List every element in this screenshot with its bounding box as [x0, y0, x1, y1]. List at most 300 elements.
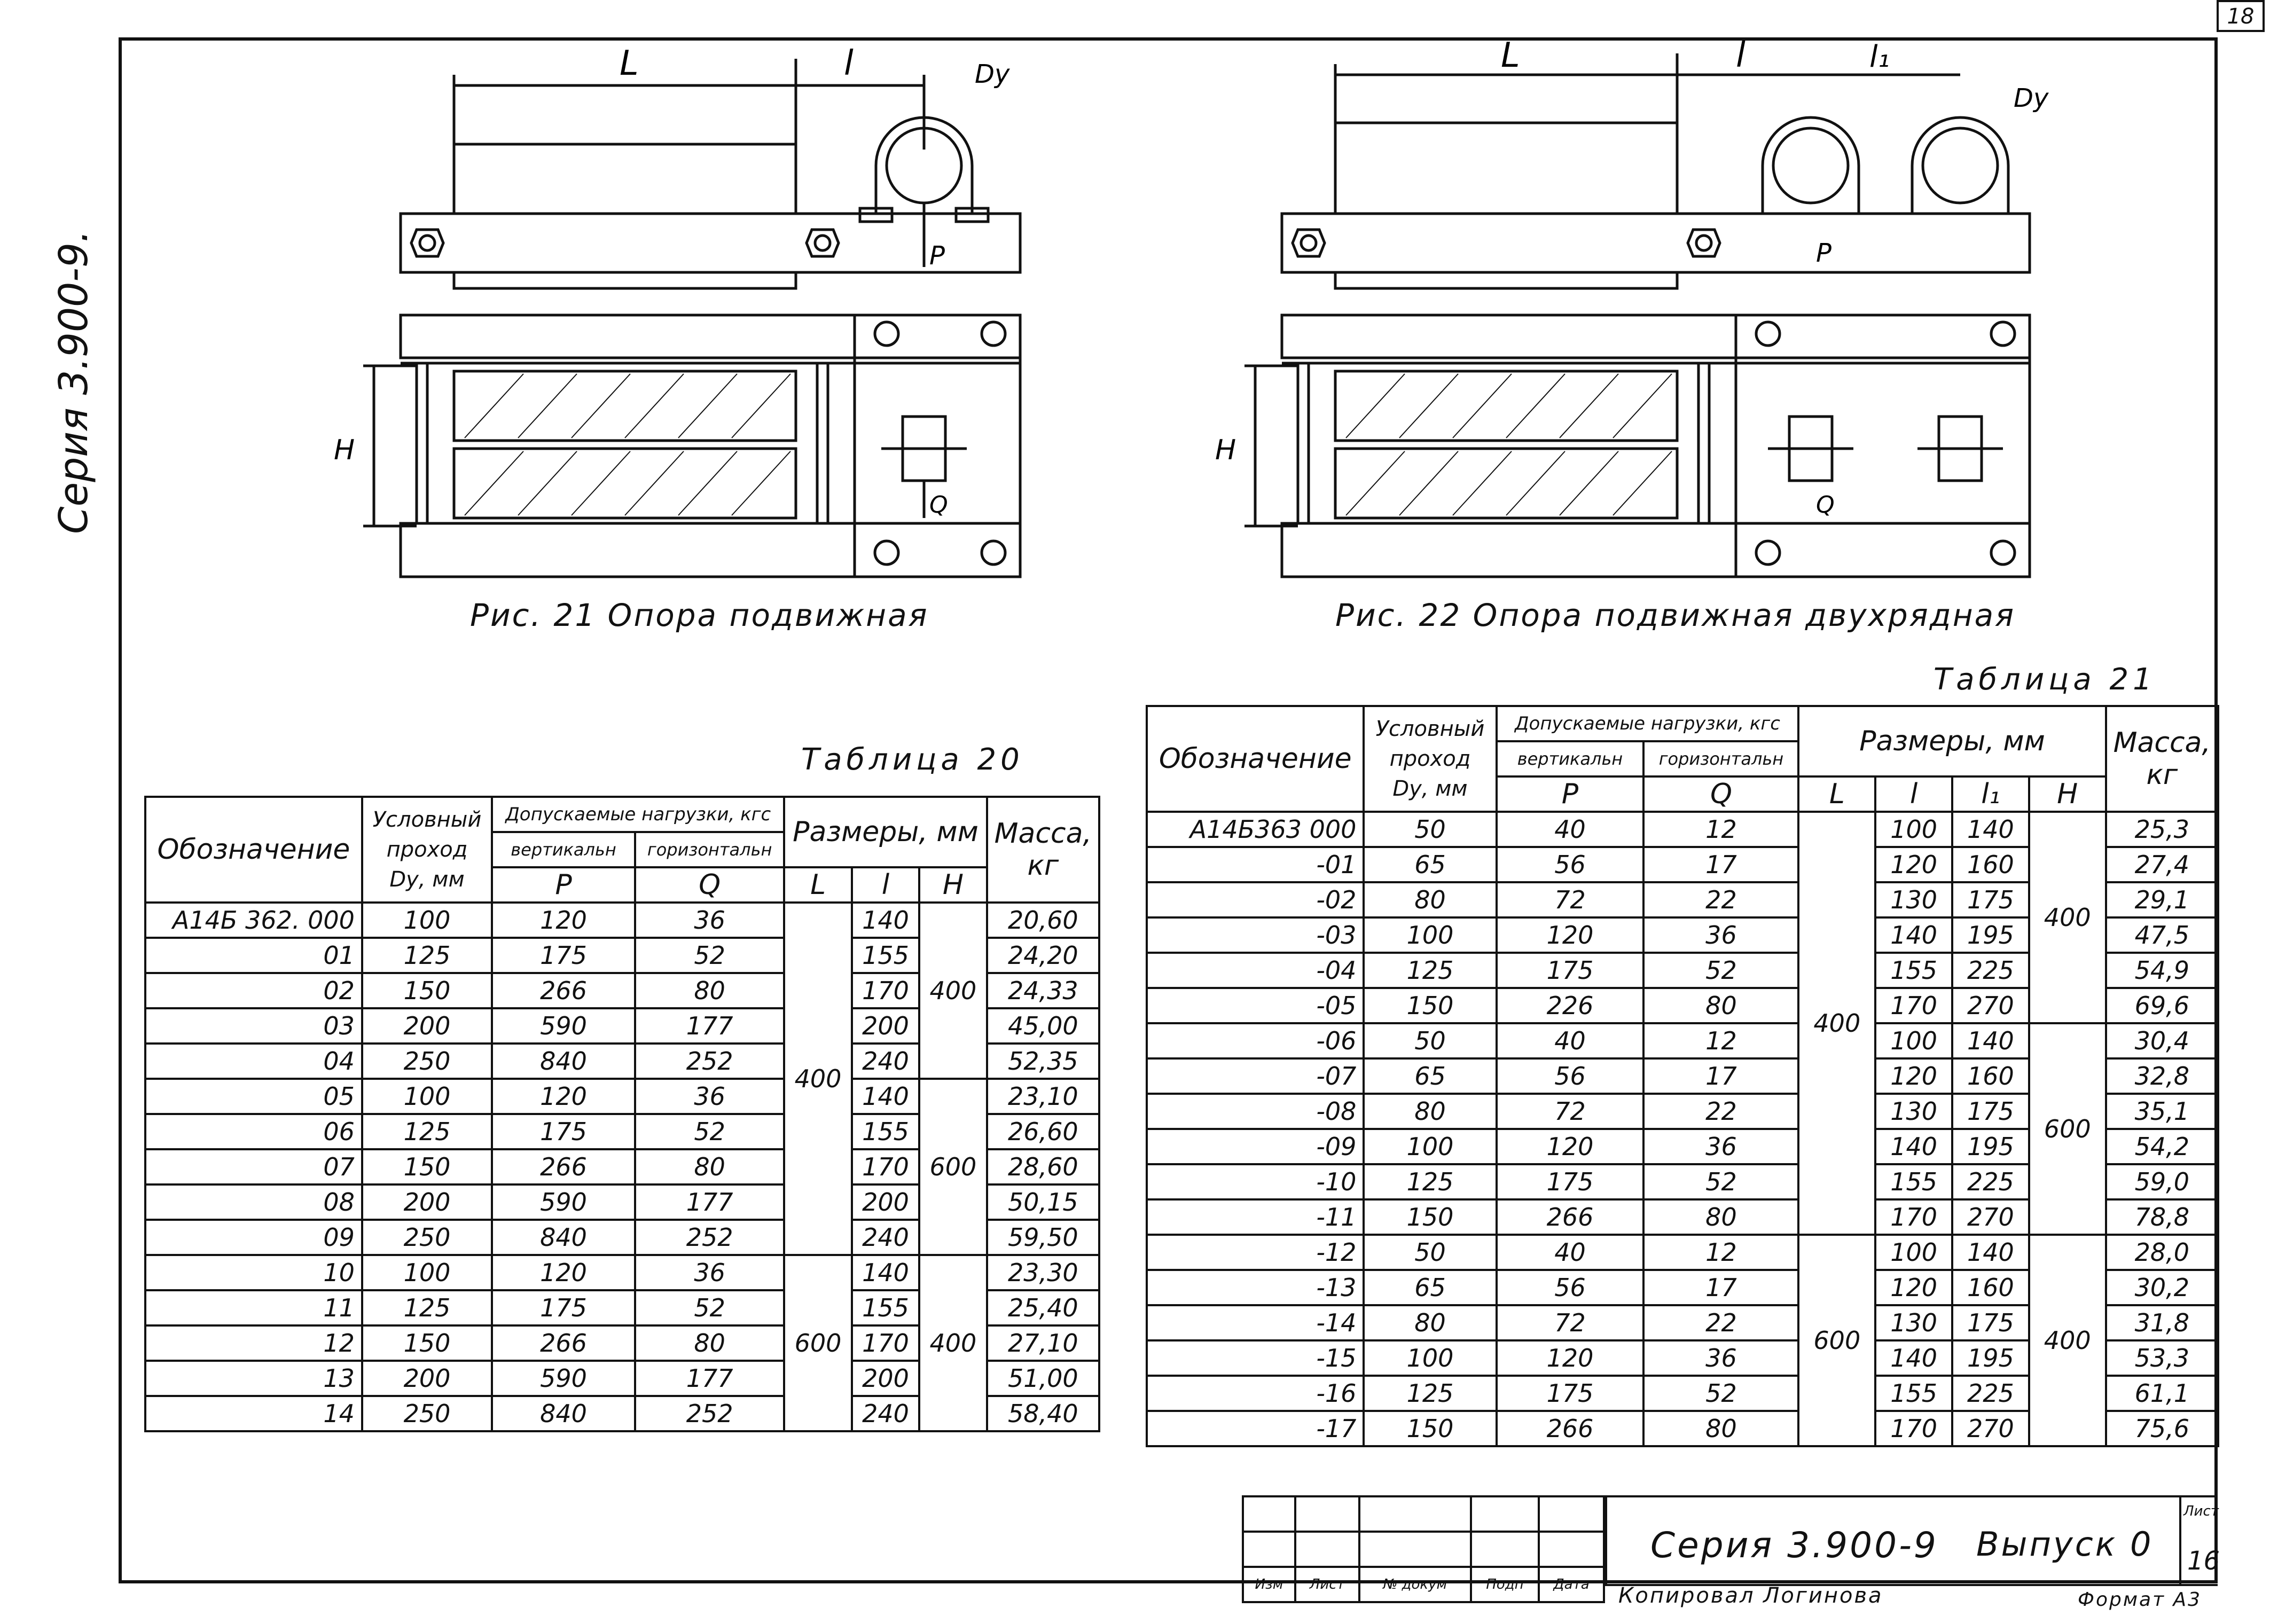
fig21-label-P: P [929, 241, 945, 271]
t20-mass: 23,30 [987, 1255, 1099, 1290]
t21-dn: 125 [1364, 1376, 1496, 1411]
t21-q: 36 [1643, 917, 1798, 953]
t20-p: 840 [492, 1396, 635, 1431]
t20-dn: 250 [362, 1220, 492, 1255]
t21-p: 56 [1497, 1270, 1644, 1305]
t21-mass: 47,5 [2106, 917, 2218, 953]
t21-q: 52 [1643, 1376, 1798, 1411]
t21-l: 170 [1875, 988, 1952, 1023]
t20-l: 140 [852, 903, 919, 938]
title-sheet-number: 16 [2187, 1546, 2220, 1576]
t21-l1: 195 [1952, 1129, 2029, 1164]
fig21-label-l: l [844, 44, 854, 83]
t21-code: -15 [1147, 1340, 1364, 1376]
fig21-label-L: L [620, 44, 639, 83]
t21-code: -04 [1147, 953, 1364, 988]
t20-h-mass-1: Масса, [994, 818, 1092, 850]
t21-p: 266 [1497, 1199, 1644, 1235]
t21-l1: 175 [1952, 882, 2029, 917]
t21-l: 100 [1875, 812, 1952, 847]
t20-dn: 150 [362, 1149, 492, 1184]
t21-l: 100 [1875, 1235, 1952, 1270]
t21-p: 120 [1497, 1340, 1644, 1376]
t20-p: 120 [492, 1255, 635, 1290]
t21-L-400: 400 [1798, 812, 1875, 1235]
t21-mass: 32,8 [2106, 1058, 2218, 1094]
t21-p: 175 [1497, 953, 1644, 988]
sheet-corner-number: 18 [2217, 0, 2265, 32]
t21-dn: 125 [1364, 1164, 1496, 1199]
t21-mass: 29,1 [2106, 882, 2218, 917]
t21-l: 130 [1875, 1094, 1952, 1129]
t20-code: 01 [145, 938, 362, 973]
t20-dn: 200 [362, 1361, 492, 1396]
t21-p: 40 [1497, 1023, 1644, 1058]
fig22-label-L: L [1501, 36, 1520, 75]
t21-l1: 225 [1952, 1164, 2029, 1199]
t21-q: 36 [1643, 1129, 1798, 1164]
title-col-list: Лист [1295, 1567, 1359, 1602]
t21-mass: 30,4 [2106, 1023, 2218, 1058]
t20-q: 36 [635, 903, 784, 938]
t20-H: 400 [919, 903, 987, 1079]
t21-code: -13 [1147, 1270, 1364, 1305]
t21-dn: 50 [1364, 1023, 1496, 1058]
t20-mass: 25,40 [987, 1290, 1099, 1325]
t21-p: 40 [1497, 1235, 1644, 1270]
t21-code: -02 [1147, 882, 1364, 917]
t21-h-designation: Обозначение [1147, 706, 1364, 812]
t21-q: 52 [1643, 953, 1798, 988]
t20-dn: 200 [362, 1184, 492, 1220]
t21-p: 40 [1497, 812, 1644, 847]
t21-l1: 195 [1952, 917, 2029, 953]
t20-l: 155 [852, 1290, 919, 1325]
t21-l: 100 [1875, 1023, 1952, 1058]
t21-l: 130 [1875, 1305, 1952, 1340]
t21-l: 170 [1875, 1199, 1952, 1235]
t21-q: 22 [1643, 1094, 1798, 1129]
t20-p: 266 [492, 1325, 635, 1361]
t21-q: 80 [1643, 1411, 1798, 1446]
t20-p: 175 [492, 1290, 635, 1325]
t21-h-L: L [1798, 776, 1875, 812]
t21-p: 175 [1497, 1164, 1644, 1199]
t20-p: 266 [492, 1149, 635, 1184]
t21-row [1147, 1023, 2218, 1058]
t21-mass: 27,4 [2106, 847, 2218, 882]
t21-h-P: P [1497, 776, 1644, 812]
t21-l1: 140 [1952, 812, 2029, 847]
t21-l: 170 [1875, 1411, 1952, 1446]
t21-code: -11 [1147, 1199, 1364, 1235]
t21-dn: 100 [1364, 917, 1496, 953]
t20-p: 120 [492, 903, 635, 938]
t20-p: 590 [492, 1008, 635, 1044]
table-20 [144, 796, 1100, 1432]
t21-H: 600 [2029, 1023, 2106, 1235]
t20-h-vert: вертикальн [492, 832, 635, 867]
t20-p: 590 [492, 1361, 635, 1396]
t20-dn: 100 [362, 1255, 492, 1290]
t21-mass: 61,1 [2106, 1376, 2218, 1411]
t20-l: 240 [852, 1220, 919, 1255]
t21-h-dims: Размеры, мм [1798, 706, 2105, 776]
t21-l1: 225 [1952, 1376, 2029, 1411]
figure-22-drawing [1215, 36, 2056, 609]
t21-p: 120 [1497, 1129, 1644, 1164]
t20-mass: 52,35 [987, 1044, 1099, 1079]
fig22-label-Q: Q [1816, 491, 1835, 519]
t21-l1: 140 [1952, 1023, 2029, 1058]
paper-format: Формат А3 [2078, 1589, 2202, 1611]
t20-mass: 51,00 [987, 1361, 1099, 1396]
t21-row [1147, 1235, 2218, 1270]
figure-21-drawing [334, 43, 1047, 609]
t20-h-dn-3: Dу, мм [389, 867, 465, 892]
t21-l1: 270 [1952, 1411, 2029, 1446]
t20-q: 52 [635, 1114, 784, 1149]
t20-h-dn-1: Условный [372, 807, 482, 832]
t21-l1: 175 [1952, 1305, 2029, 1340]
fig22-label-P: P [1816, 238, 1831, 268]
t20-mass: 24,33 [987, 973, 1099, 1008]
t20-l: 200 [852, 1361, 919, 1396]
t21-dn: 80 [1364, 1094, 1496, 1129]
t20-dn: 150 [362, 973, 492, 1008]
fig22-label-Dy: Dy [2014, 83, 2049, 113]
title-col-sign: Подп [1471, 1567, 1539, 1602]
t21-dn: 150 [1364, 988, 1496, 1023]
t21-q: 52 [1643, 1164, 1798, 1199]
t20-h-loads: Допускаемые нагрузки, кгс [492, 797, 784, 832]
t21-h-mass [2106, 706, 2218, 812]
t20-l: 200 [852, 1184, 919, 1220]
t21-code: -16 [1147, 1376, 1364, 1411]
t21-mass: 25,3 [2106, 812, 2218, 847]
t21-dn: 100 [1364, 1129, 1496, 1164]
t20-h-H: H [919, 867, 987, 903]
t21-q: 12 [1643, 1023, 1798, 1058]
t20-dn: 125 [362, 1290, 492, 1325]
title-col-date: Дата [1539, 1567, 1604, 1602]
t20-dn: 100 [362, 903, 492, 938]
t21-mass: 78,8 [2106, 1199, 2218, 1235]
t21-h-mass-1: Масса, [2113, 727, 2211, 759]
t21-code: -03 [1147, 917, 1364, 953]
t21-mass: 54,9 [2106, 953, 2218, 988]
t20-code: 13 [145, 1361, 362, 1396]
t20-mass: 59,50 [987, 1220, 1099, 1255]
t20-row [145, 1079, 1099, 1114]
t20-h-mass-2: кг [1027, 850, 1059, 882]
t20-mass: 23,10 [987, 1079, 1099, 1114]
t21-q: 12 [1643, 812, 1798, 847]
t21-p: 72 [1497, 1094, 1644, 1129]
t21-l: 140 [1875, 1340, 1952, 1376]
t21-l1: 160 [1952, 847, 2029, 882]
t20-dn: 125 [362, 938, 492, 973]
t21-l1: 195 [1952, 1340, 2029, 1376]
t20-mass: 24,20 [987, 938, 1099, 973]
t20-code: 05 [145, 1079, 362, 1114]
t20-p: 175 [492, 1114, 635, 1149]
t21-mass: 30,2 [2106, 1270, 2218, 1305]
t21-code: -01 [1147, 847, 1364, 882]
t21-h-dn-3: Dу, мм [1392, 776, 1468, 801]
t20-p: 840 [492, 1044, 635, 1079]
t20-mass: 27,10 [987, 1325, 1099, 1361]
t21-dn: 150 [1364, 1411, 1496, 1446]
t21-mass: 31,8 [2106, 1305, 2218, 1340]
t20-code: 08 [145, 1184, 362, 1220]
t20-code: 10 [145, 1255, 362, 1290]
t21-l: 130 [1875, 882, 1952, 917]
t21-h-loads: Допускаемые нагрузки, кгс [1497, 706, 1799, 741]
fig21-label-H: H [334, 434, 355, 466]
t20-h-mass [987, 797, 1099, 903]
fig21-label-Q: Q [929, 491, 948, 519]
t21-q: 17 [1643, 847, 1798, 882]
t20-code: 03 [145, 1008, 362, 1044]
t20-l: 155 [852, 938, 919, 973]
t21-l1: 160 [1952, 1270, 2029, 1305]
t21-mass: 28,0 [2106, 1235, 2218, 1270]
t20-q: 36 [635, 1079, 784, 1114]
table-21 [1146, 705, 2219, 1447]
fig22-label-l: l [1736, 36, 1745, 75]
t21-H: 400 [2029, 812, 2106, 1023]
figure-21-caption: Рис. 21 Опора подвижная [470, 597, 929, 633]
t21-mass: 69,6 [2106, 988, 2218, 1023]
t21-h-dn-1: Условный [1375, 717, 1485, 741]
t21-code: -12 [1147, 1235, 1364, 1270]
t21-p: 226 [1497, 988, 1644, 1023]
t20-code: 02 [145, 973, 362, 1008]
t20-h-Q: Q [635, 867, 784, 903]
t20-p: 590 [492, 1184, 635, 1220]
t20-q: 177 [635, 1361, 784, 1396]
t21-l: 120 [1875, 1270, 1952, 1305]
t21-q: 36 [1643, 1340, 1798, 1376]
t21-l: 155 [1875, 1376, 1952, 1411]
t21-dn: 150 [1364, 1199, 1496, 1235]
t20-q: 36 [635, 1255, 784, 1290]
t21-p: 72 [1497, 882, 1644, 917]
t21-l: 155 [1875, 953, 1952, 988]
t20-L-600: 600 [784, 1255, 851, 1431]
t20-h-P: P [492, 867, 635, 903]
t20-code: 06 [145, 1114, 362, 1149]
t20-dn: 250 [362, 1044, 492, 1079]
t20-q: 252 [635, 1220, 784, 1255]
t20-q: 80 [635, 1149, 784, 1184]
t21-l: 140 [1875, 1129, 1952, 1164]
title-sheet-label: Лист [2183, 1503, 2219, 1519]
t20-l: 170 [852, 1149, 919, 1184]
t21-q: 80 [1643, 988, 1798, 1023]
title-col-izm: Изм [1243, 1567, 1295, 1602]
title-issue: Выпуск 0 [1976, 1525, 2154, 1564]
t20-code: 12 [145, 1325, 362, 1361]
t21-dn: 65 [1364, 1058, 1496, 1094]
t21-row [1147, 812, 2218, 847]
t21-h-vert: вертикальн [1497, 741, 1644, 776]
t20-p: 175 [492, 938, 635, 973]
t20-H: 600 [919, 1079, 987, 1255]
t20-h-designation: Обозначение [145, 797, 362, 903]
t21-dn: 50 [1364, 1235, 1496, 1270]
t20-q: 80 [635, 1325, 784, 1361]
t21-l1: 270 [1952, 988, 2029, 1023]
copied-by: Копировал Логинова [1618, 1583, 1883, 1608]
t20-q: 252 [635, 1396, 784, 1431]
t20-dn: 125 [362, 1114, 492, 1149]
t21-code: -07 [1147, 1058, 1364, 1094]
t21-h-l1: l₁ [1952, 776, 2029, 812]
t21-code: А14Б363 000 [1147, 812, 1364, 847]
t20-row [145, 1255, 1099, 1290]
t20-h-l: l [852, 867, 919, 903]
t21-dn: 50 [1364, 812, 1496, 847]
t20-q: 252 [635, 1044, 784, 1079]
t20-l: 140 [852, 1255, 919, 1290]
t21-h-dn [1364, 706, 1496, 812]
t20-code: 09 [145, 1220, 362, 1255]
t20-mass: 58,40 [987, 1396, 1099, 1431]
t21-l: 155 [1875, 1164, 1952, 1199]
t21-dn: 65 [1364, 847, 1496, 882]
t20-q: 52 [635, 938, 784, 973]
table-21-title: Таблица 21 [1934, 662, 2156, 697]
t20-p: 120 [492, 1079, 635, 1114]
t20-dn: 100 [362, 1079, 492, 1114]
t20-dn: 200 [362, 1008, 492, 1044]
t20-code: 11 [145, 1290, 362, 1325]
t20-h-L: L [784, 867, 851, 903]
t21-code: -05 [1147, 988, 1364, 1023]
t21-q: 12 [1643, 1235, 1798, 1270]
t21-mass: 53,3 [2106, 1340, 2218, 1376]
t21-q: 17 [1643, 1058, 1798, 1094]
figure-22-caption: Рис. 22 Опора подвижная двухрядная [1335, 597, 2016, 633]
t21-h-mass-2: кг [2146, 759, 2178, 791]
fig21-label-Dy: Dy [975, 59, 1010, 89]
fig22-label-H: H [1215, 434, 1236, 466]
t20-l: 170 [852, 1325, 919, 1361]
side-series-label: Серия 3.900-9. [51, 230, 97, 534]
t21-h-dn-2: проход [1389, 747, 1471, 771]
t20-row [145, 903, 1099, 938]
t21-dn: 125 [1364, 953, 1496, 988]
t21-mass: 35,1 [2106, 1094, 2218, 1129]
t21-code: -14 [1147, 1305, 1364, 1340]
t20-code: 14 [145, 1396, 362, 1431]
t21-l1: 225 [1952, 953, 2029, 988]
t21-q: 80 [1643, 1199, 1798, 1235]
t21-mass: 54,2 [2106, 1129, 2218, 1164]
t21-l: 120 [1875, 1058, 1952, 1094]
t21-dn: 65 [1364, 1270, 1496, 1305]
t20-l: 155 [852, 1114, 919, 1149]
t20-l: 240 [852, 1044, 919, 1079]
t20-dn: 150 [362, 1325, 492, 1361]
t21-q: 22 [1643, 1305, 1798, 1340]
t20-l: 240 [852, 1396, 919, 1431]
t21-p: 120 [1497, 917, 1644, 953]
t20-code: 07 [145, 1149, 362, 1184]
title-block-grid [1242, 1495, 1605, 1603]
t20-h-dn-2: проход [386, 837, 468, 862]
t20-mass: 20,60 [987, 903, 1099, 938]
t20-l: 170 [852, 973, 919, 1008]
t20-h-dims: Размеры, мм [784, 797, 987, 867]
t20-H: 400 [919, 1255, 987, 1431]
t21-h-H: H [2029, 776, 2106, 812]
t21-q: 17 [1643, 1270, 1798, 1305]
t21-code: -17 [1147, 1411, 1364, 1446]
t21-h-horiz: горизонтальн [1643, 741, 1798, 776]
t20-code: А14Б 362. 000 [145, 903, 362, 938]
t20-L-400: 400 [784, 903, 851, 1255]
t20-p: 840 [492, 1220, 635, 1255]
t21-l1: 160 [1952, 1058, 2029, 1094]
t21-mass: 59,0 [2106, 1164, 2218, 1199]
t20-mass: 45,00 [987, 1008, 1099, 1044]
t21-p: 175 [1497, 1376, 1644, 1411]
t21-p: 56 [1497, 847, 1644, 882]
title-col-doc: № докум [1359, 1567, 1471, 1602]
t21-p: 72 [1497, 1305, 1644, 1340]
fig22-label-l1: l₁ [1869, 40, 1890, 74]
t20-q: 177 [635, 1008, 784, 1044]
t20-q: 80 [635, 973, 784, 1008]
t20-mass: 50,15 [987, 1184, 1099, 1220]
t21-p: 56 [1497, 1058, 1644, 1094]
t21-dn: 80 [1364, 1305, 1496, 1340]
t21-code: -09 [1147, 1129, 1364, 1164]
table-20-title: Таблица 20 [801, 742, 1024, 777]
t20-l: 200 [852, 1008, 919, 1044]
t21-mass: 75,6 [2106, 1411, 2218, 1446]
t21-l1: 140 [1952, 1235, 2029, 1270]
t21-dn: 80 [1364, 882, 1496, 917]
t21-code: -06 [1147, 1023, 1364, 1058]
t21-h-Q: Q [1643, 776, 1798, 812]
t21-q: 22 [1643, 882, 1798, 917]
t21-code: -08 [1147, 1094, 1364, 1129]
t21-l1: 270 [1952, 1199, 2029, 1235]
t20-h-horiz: горизонтальн [635, 832, 784, 867]
t21-p: 266 [1497, 1411, 1644, 1446]
t20-q: 52 [635, 1290, 784, 1325]
t20-l: 140 [852, 1079, 919, 1114]
t21-l: 140 [1875, 917, 1952, 953]
t21-l1: 175 [1952, 1094, 2029, 1129]
t21-l: 120 [1875, 847, 1952, 882]
t20-code: 04 [145, 1044, 362, 1079]
t21-dn: 100 [1364, 1340, 1496, 1376]
t20-mass: 26,60 [987, 1114, 1099, 1149]
t20-q: 177 [635, 1184, 784, 1220]
title-series: Серия 3.900-9 [1650, 1525, 1938, 1566]
t20-p: 266 [492, 973, 635, 1008]
t21-h-l: l [1875, 776, 1952, 812]
t21-code: -10 [1147, 1164, 1364, 1199]
t20-mass: 28,60 [987, 1149, 1099, 1184]
t21-L-600: 600 [1798, 1235, 1875, 1446]
t21-H: 400 [2029, 1235, 2106, 1446]
